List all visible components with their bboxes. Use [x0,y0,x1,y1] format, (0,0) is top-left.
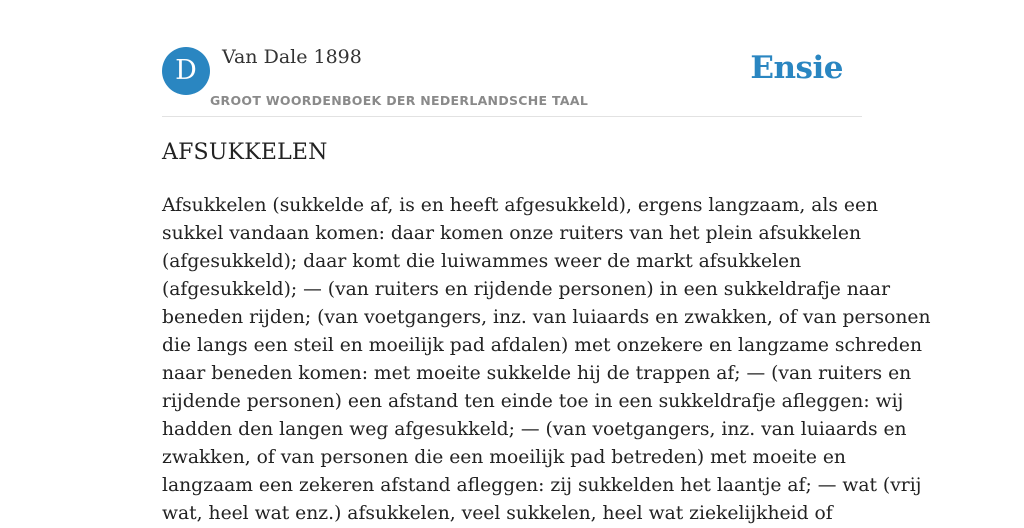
definition-line: rijdende personen) een afstand ten einde toe in een sukkeldrafje afleggen: wij [162,391,904,412]
site-header [162,46,862,117]
definition-line: sukkel vandaan komen: daar komen onze ruiters van het plein afsukkelen [162,223,862,244]
definition-line: Afsukkelen (sukkelde af, is en heeft afgesukkeld), ergens langzaam, als een [162,195,879,216]
definition-line: (afgesukkeld); — (van ruiters en rijdende personen) in een sukkeldrafje naar [162,279,891,300]
entry-definition [162,192,931,524]
dictionary-subtitle: GROOT WOORDENBOEK DER NEDERLANDSCHE TAAL [210,93,589,108]
definition-line: langzaam een zekeren afstand afleggen: zij sukkelden het laantje af; — wat (vrij [162,475,922,496]
dictionary-logo[interactable]: D [162,47,210,95]
ensie-brand-logo[interactable]: Ensie [750,50,843,86]
definition-line: die langs een steil en moeilijk pad afdalen) met onzekere en langzame schreden [162,335,922,356]
definition-line: beneden rijden; (van voetgangers, inz. van luiaards en zwakken, of van personen [162,307,931,328]
definition-line: naar beneden komen: met moeite sukkelde hij de trappen af; — (van ruiters en [162,363,912,384]
definition-line: (afgesukkeld); daar komt die luiwammes weer de markt afsukkelen [162,251,802,272]
definition-line: wat, heel wat enz.) afsukkelen, veel sukkelen, heel wat ziekelijkheid of [162,503,833,524]
dictionary-title[interactable]: Van Dale 1898 [222,46,362,68]
entry-headword: AFSUKKELEN [162,140,328,165]
definition-line: hadden den langen weg afgesukkeld; — (van voetgangers, inz. van luiaards en [162,419,907,440]
definition-line: zwakken, of van personen die een moeilijk pad betreden) met moeite en [162,447,846,468]
